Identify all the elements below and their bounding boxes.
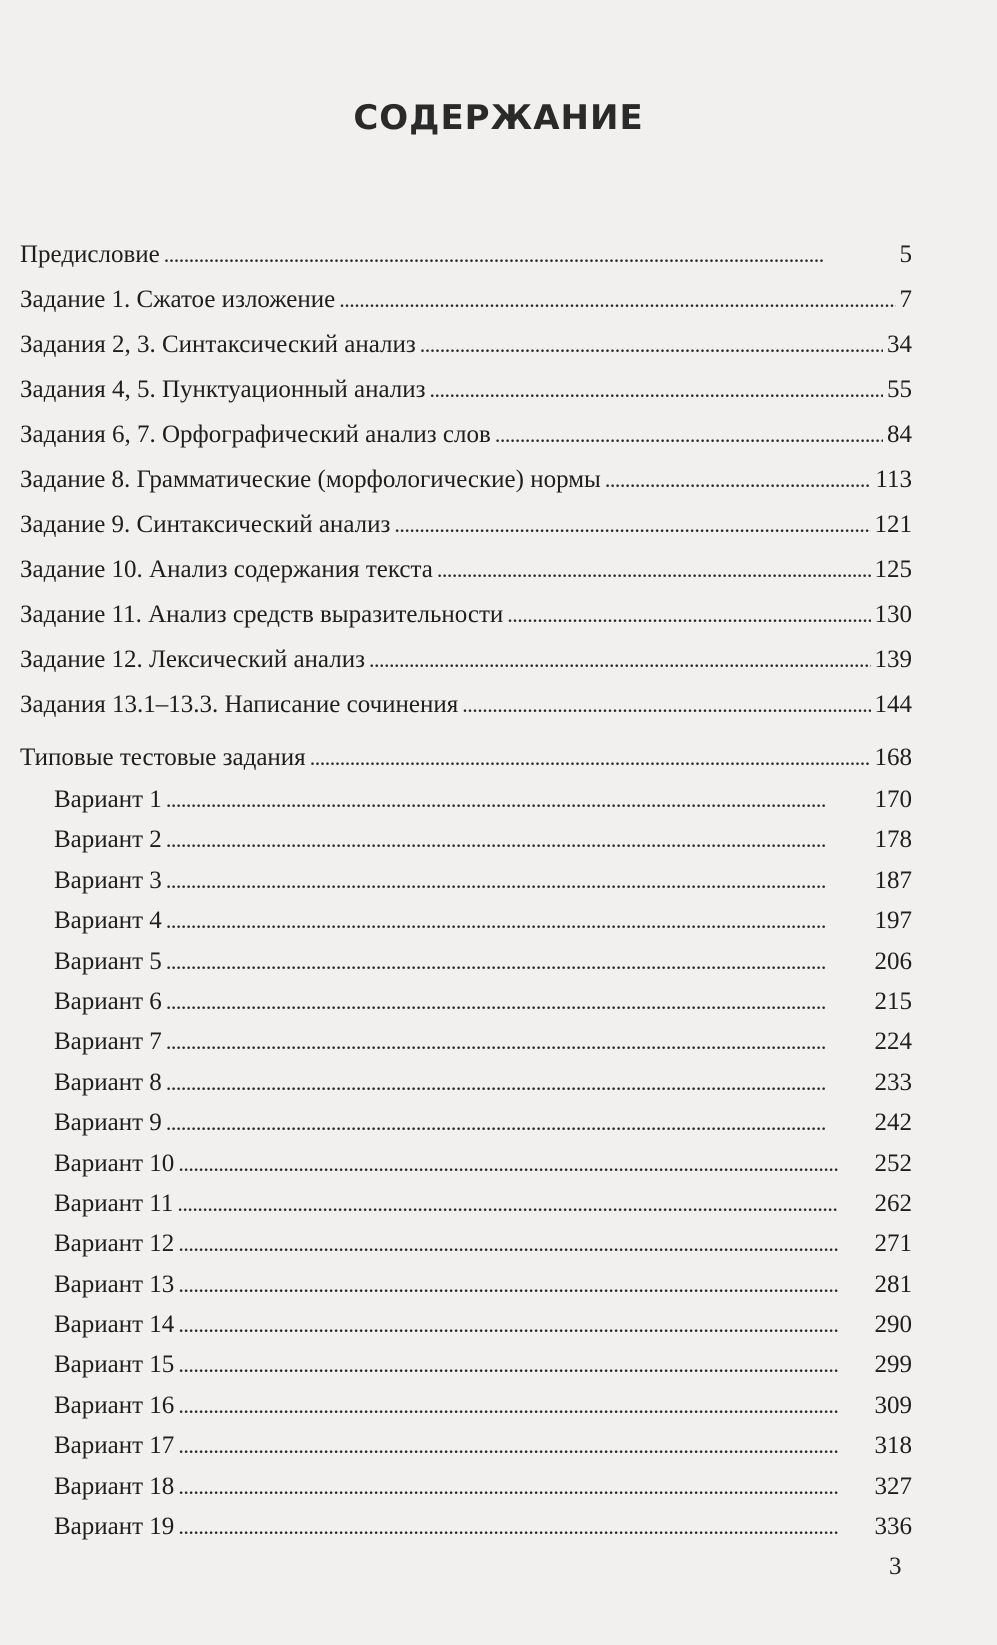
toc-entry-page: 144: [874, 691, 912, 718]
toc-entry-label: Задания 13.1–13.3. Написание сочинения: [20, 691, 459, 718]
toc-entry-page: 84: [887, 421, 912, 448]
toc-variant-entry: [20, 1386, 912, 1426]
page-number: 3: [889, 1553, 902, 1580]
toc-variant-entry: [20, 1467, 912, 1507]
variant-label: Вариант 1: [54, 786, 162, 813]
toc-variant-entry: [20, 982, 912, 1022]
variant-page: 336: [874, 1513, 912, 1541]
toc-entry-page: 5: [899, 241, 912, 268]
toc-entry: [20, 277, 912, 322]
toc-variant-entry: [20, 1265, 912, 1305]
toc-entry: [20, 682, 912, 727]
toc-entry-label: Типовые тестовые задания: [20, 744, 306, 771]
variant-label: Вариант 10: [54, 1149, 175, 1177]
variant-page: 224: [874, 1028, 912, 1056]
toc-entry-label: Задание 10. Анализ содержания текста: [20, 556, 433, 583]
dot-leader: [166, 942, 871, 982]
variant-page: 187: [874, 866, 912, 894]
dot-leader: [369, 637, 871, 682]
toc-variant-entry: [20, 1022, 912, 1062]
variant-label: Вариант 7: [54, 1028, 162, 1056]
toc-entry-label: Предисловие: [20, 241, 160, 268]
toc-entry-page: 168: [874, 744, 912, 771]
toc-entry-page: 130: [874, 601, 912, 628]
dot-leader: [166, 1063, 871, 1103]
variant-label: Вариант 13: [54, 1270, 175, 1298]
toc-entry: [20, 735, 912, 780]
variant-page: 242: [874, 1109, 912, 1137]
toc-entry-page: 55: [887, 376, 912, 403]
toc-entry: [20, 322, 912, 367]
variant-page: 197: [874, 907, 912, 935]
dot-leader: [178, 1144, 870, 1184]
variant-page: 327: [874, 1472, 912, 1500]
variant-label: Вариант 11: [54, 1189, 174, 1217]
variant-label: Вариант 17: [54, 1432, 175, 1460]
toc-variant-entry: [20, 1345, 912, 1385]
toc-variant-entry: [20, 1103, 912, 1143]
variant-page: 233: [874, 1068, 912, 1096]
toc-entry-label: Задание 11. Анализ средств выразительности: [20, 601, 504, 628]
toc-entry-label: Задание 8. Грамматические (морфологические) нормы: [20, 466, 601, 493]
variant-label: Вариант 2: [54, 826, 162, 854]
variant-page: 252: [874, 1149, 912, 1177]
variant-page: 215: [874, 987, 912, 1015]
dot-leader: [605, 457, 872, 502]
variant-page: 262: [874, 1189, 912, 1217]
dot-leader: [166, 982, 871, 1022]
variant-page: 281: [874, 1270, 912, 1298]
toc-entry-label: Задание 1. Сжатое изложение: [20, 286, 336, 313]
variant-page: 206: [874, 947, 912, 975]
variant-page: 318: [874, 1432, 912, 1460]
toc-entry-page: 34: [887, 331, 912, 358]
dot-leader: [166, 1022, 871, 1062]
variant-label: Вариант 9: [54, 1109, 162, 1137]
variant-label: Вариант 4: [54, 907, 162, 935]
dot-leader: [178, 1345, 870, 1385]
dot-leader: [420, 322, 883, 367]
dot-leader: [507, 592, 870, 637]
dot-leader: [166, 861, 871, 901]
toc-entry-label: Задания 2, 3. Синтаксический анализ: [20, 331, 416, 358]
toc-variant-entry: [20, 901, 912, 941]
dot-leader: [437, 547, 871, 592]
dot-leader: [177, 1184, 870, 1224]
variant-page: 271: [874, 1230, 912, 1258]
toc-entry: [20, 232, 912, 277]
toc-entry-label: Задания 4, 5. Пунктуационный анализ: [20, 376, 426, 403]
variant-label: Вариант 18: [54, 1472, 175, 1500]
variant-page: 290: [874, 1311, 912, 1339]
variant-label: Вариант 15: [54, 1351, 175, 1379]
toc-variant-entry: [20, 942, 912, 982]
dot-leader: [310, 735, 871, 780]
page-title: СОДЕРЖАНИЕ: [353, 98, 644, 138]
variant-label: Вариант 19: [54, 1513, 175, 1541]
toc-entry: [20, 637, 912, 682]
dot-leader: [178, 1224, 870, 1264]
toc-variant-entry: [20, 861, 912, 901]
dot-leader: [178, 1467, 870, 1507]
dot-leader: [166, 820, 871, 860]
variant-page: 170: [874, 786, 912, 813]
variant-label: Вариант 3: [54, 866, 162, 894]
toc-entry-label: Задание 12. Лексический анализ: [20, 646, 365, 673]
toc-entry: [20, 502, 912, 547]
dot-leader: [166, 780, 871, 820]
dot-leader: [394, 502, 870, 547]
dot-leader: [166, 901, 871, 941]
variant-label: Вариант 14: [54, 1311, 175, 1339]
variant-label: Вариант 5: [54, 947, 162, 975]
toc-entry: [20, 457, 912, 502]
table-of-contents: [20, 232, 912, 1547]
toc-variant-entry: [20, 1144, 912, 1184]
toc-entry: [20, 412, 912, 457]
toc-variant-entry: [20, 1184, 912, 1224]
toc-entry-page: 139: [874, 646, 912, 673]
toc-variant-entry: [20, 1305, 912, 1345]
dot-leader: [178, 1507, 870, 1547]
dot-leader: [178, 1386, 870, 1426]
toc-entry: [20, 547, 912, 592]
toc-variant-entry: [20, 1426, 912, 1466]
toc-entry: [20, 592, 912, 637]
variant-page: 178: [874, 826, 912, 854]
toc-entry-page: 113: [875, 466, 912, 493]
toc-entry-label: Задание 9. Синтаксический анализ: [20, 511, 391, 538]
variant-page: 309: [874, 1391, 912, 1419]
variant-label: Вариант 8: [54, 1068, 162, 1096]
dot-leader: [178, 1265, 870, 1305]
dot-leader: [339, 277, 895, 322]
dot-leader: [178, 1305, 870, 1345]
toc-variant-entry: [20, 1063, 912, 1103]
dot-leader: [166, 1103, 871, 1143]
toc-entry-label: Задания 6, 7. Орфографический анализ слов: [20, 421, 491, 448]
dot-leader: [178, 1426, 870, 1466]
variant-label: Вариант 16: [54, 1391, 175, 1419]
dot-leader: [495, 412, 883, 457]
toc-entry-page: 125: [874, 556, 912, 583]
toc-entry-page: 7: [899, 286, 912, 313]
toc-variant-entry: [20, 1224, 912, 1264]
variant-label: Вариант 12: [54, 1230, 175, 1258]
toc-entry-page: 121: [874, 511, 912, 538]
toc-variant-entry: [20, 1507, 912, 1547]
toc-variant-entry: [20, 820, 912, 860]
dot-leader: [462, 682, 870, 727]
dot-leader: [164, 232, 896, 277]
dot-leader: [430, 367, 883, 412]
variant-page: 299: [874, 1351, 912, 1379]
toc-entry: [20, 367, 912, 412]
variant-label: Вариант 6: [54, 987, 162, 1015]
toc-variant-entry: [20, 780, 912, 820]
